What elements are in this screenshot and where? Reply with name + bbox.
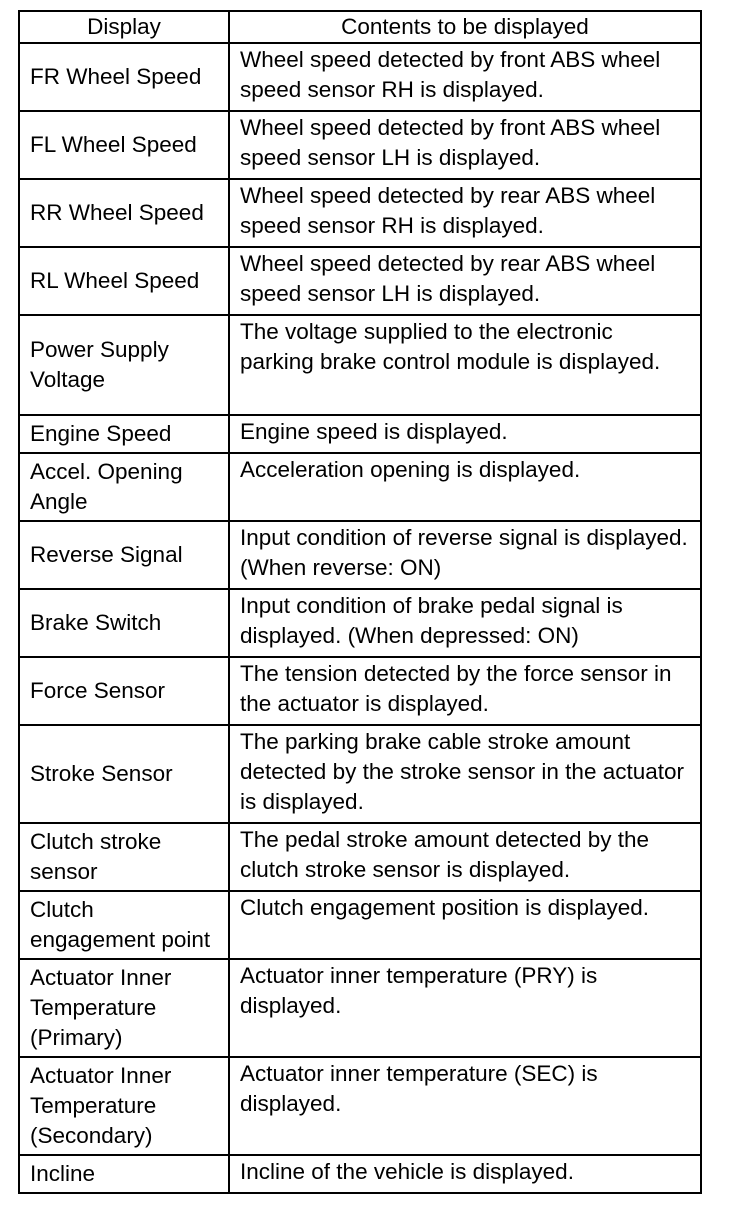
- display-item-cell: Power Supply Voltage: [19, 315, 229, 415]
- display-item-cell: Clutch stroke sensor: [19, 823, 229, 891]
- display-item-cell: Incline: [19, 1155, 229, 1193]
- contents-cell: Actuator inner temperature (SEC) is displayed.: [229, 1057, 701, 1155]
- display-item-cell: Engine Speed: [19, 415, 229, 453]
- contents-cell: Wheel speed detected by front ABS wheel speed sensor LH is displayed.: [229, 111, 701, 179]
- table-row: [19, 657, 701, 725]
- table-row: [19, 315, 701, 415]
- contents-cell: Engine speed is displayed.: [229, 415, 701, 453]
- table-row: [19, 823, 701, 891]
- table-row: [19, 111, 701, 179]
- table-row: [19, 453, 701, 521]
- contents-cell: The pedal stroke amount detected by the clutch stroke sensor is displayed.: [229, 823, 701, 891]
- display-item-cell: Stroke Sensor: [19, 725, 229, 823]
- contents-cell: The parking brake cable stroke amount detected by the stroke sensor in the actuator is displayed.: [229, 725, 701, 823]
- table-row: [19, 1155, 701, 1193]
- table-row: [19, 589, 701, 657]
- display-item-cell: FR Wheel Speed: [19, 43, 229, 111]
- contents-cell: Incline of the vehicle is displayed.: [229, 1155, 701, 1193]
- display-item-cell: Actuator Inner Temperature (Primary): [19, 959, 229, 1057]
- table-row: [19, 1057, 701, 1155]
- display-item-cell: Clutch engagement point: [19, 891, 229, 959]
- contents-cell: Input condition of reverse signal is displayed. (When reverse: ON): [229, 521, 701, 589]
- display-item-cell: Actuator Inner Temperature (Secondary): [19, 1057, 229, 1155]
- table-row: [19, 247, 701, 315]
- table-row: [19, 179, 701, 247]
- table-body: [19, 43, 701, 1193]
- contents-cell: Actuator inner temperature (PRY) is displayed.: [229, 959, 701, 1057]
- contents-cell: Wheel speed detected by front ABS wheel speed sensor RH is displayed.: [229, 43, 701, 111]
- contents-column-header: Contents to be displayed: [229, 11, 701, 43]
- display-item-cell: Accel. Opening Angle: [19, 453, 229, 521]
- contents-cell: The voltage supplied to the electronic parking brake control module is displayed.: [229, 315, 701, 415]
- data-monitor-table: [18, 10, 702, 1194]
- contents-cell: Input condition of brake pedal signal is displayed. (When depressed: ON): [229, 589, 701, 657]
- contents-cell: The tension detected by the force sensor in the actuator is displayed.: [229, 657, 701, 725]
- display-item-cell: RR Wheel Speed: [19, 179, 229, 247]
- table-row: [19, 415, 701, 453]
- display-column-header: Display: [19, 11, 229, 43]
- table-row: [19, 891, 701, 959]
- contents-cell: Clutch engagement position is displayed.: [229, 891, 701, 959]
- display-item-cell: FL Wheel Speed: [19, 111, 229, 179]
- table-row: [19, 725, 701, 823]
- display-item-cell: Brake Switch: [19, 589, 229, 657]
- display-item-cell: Reverse Signal: [19, 521, 229, 589]
- table-row: [19, 959, 701, 1057]
- contents-cell: Wheel speed detected by rear ABS wheel speed sensor RH is displayed.: [229, 179, 701, 247]
- table-row: [19, 43, 701, 111]
- display-item-cell: Force Sensor: [19, 657, 229, 725]
- header-row: [19, 11, 701, 43]
- display-item-cell: RL Wheel Speed: [19, 247, 229, 315]
- contents-cell: Wheel speed detected by rear ABS wheel speed sensor LH is displayed.: [229, 247, 701, 315]
- contents-cell: Acceleration opening is displayed.: [229, 453, 701, 521]
- table-header: [19, 11, 701, 43]
- table-row: [19, 521, 701, 589]
